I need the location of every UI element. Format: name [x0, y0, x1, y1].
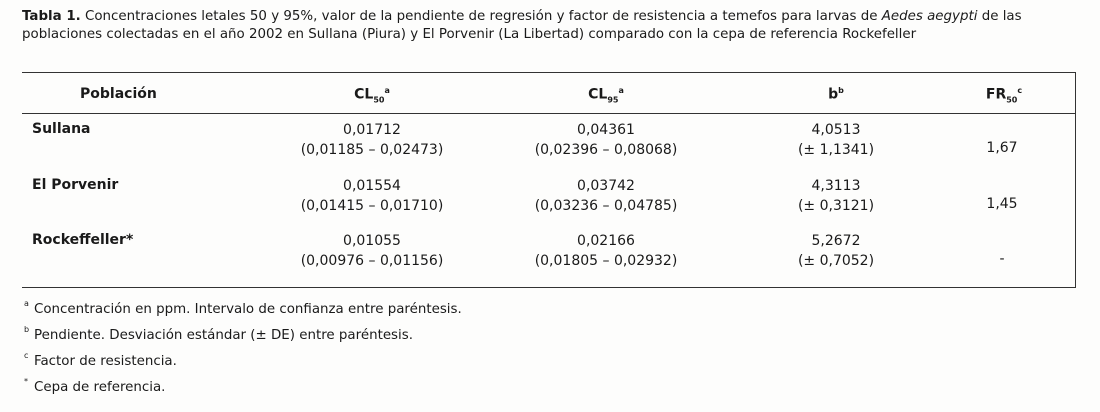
cl50-value: 0,01055 — [343, 233, 401, 249]
b-value: 4,3113 — [811, 178, 861, 194]
header-cl95-sub: 95 — [607, 95, 619, 105]
cl95-value: 0,03742 — [577, 178, 635, 194]
b-value: 4,0513 — [811, 122, 861, 138]
header-cl50-base: CL — [354, 86, 374, 103]
cell-fr50: 1,67 — [986, 140, 1018, 156]
cl95-interval: (0,02396 – 0,08068) — [534, 142, 678, 158]
header-fr50-sup: c — [1017, 86, 1023, 95]
footnote — [22, 297, 462, 323]
cl50-interval: (0,01415 – 0,01710) — [300, 198, 444, 214]
cl95-interval: (0,01805 – 0,02932) — [534, 253, 678, 269]
cl50-interval: (0,00976 – 0,01156) — [300, 253, 444, 269]
cell-cl50 — [301, 120, 444, 160]
cl95-interval: (0,03236 – 0,04785) — [534, 198, 678, 214]
b-sd: (± 0,7052) — [797, 253, 875, 269]
header-cl50 — [354, 86, 390, 104]
b-sd: (± 1,1341) — [797, 142, 875, 158]
footnote-text: Cepa de referencia. — [34, 380, 166, 395]
footnote-mark: c — [24, 351, 29, 360]
footnote-text: Pendiente. Desviación estándar (± DE) entre paréntesis. — [34, 328, 413, 343]
header-cl50-sup: a — [384, 86, 390, 95]
cl50-interval: (0,01185 – 0,02473) — [300, 142, 444, 158]
cell-cl95 — [535, 120, 678, 160]
footnote-mark: b — [24, 325, 30, 334]
header-cl50-sub: 50 — [373, 95, 385, 105]
header-divider — [22, 113, 1075, 114]
cell-b — [798, 231, 874, 271]
cell-cl95 — [535, 176, 678, 216]
caption-label: Tabla 1. — [22, 9, 81, 24]
header-cl95-sup: a — [618, 86, 624, 95]
header-fr50 — [986, 86, 1022, 104]
cell-b — [798, 176, 874, 216]
b-value: 5,2672 — [811, 233, 861, 249]
header-cl95 — [588, 86, 624, 104]
cell-fr50: 1,45 — [986, 196, 1018, 212]
footnote-text: Concentración en ppm. Intervalo de confianza entre paréntesis. — [34, 302, 462, 317]
b-sd: (± 0,3121) — [797, 198, 875, 214]
cl50-value: 0,01712 — [343, 122, 401, 138]
row-name-sullana: Sullana — [32, 121, 91, 137]
cell-cl95 — [535, 231, 678, 271]
footnote-text: Factor de resistencia. — [34, 354, 177, 369]
table-caption — [22, 8, 1072, 44]
caption-text-before: Concentraciones letales 50 y 95%, valor de la pendiente de regresión y factor de resistencia a temefos para larvas de — [80, 9, 882, 24]
header-fr50-base: FR — [985, 86, 1007, 103]
caption-text-after: de las poblaciones colectadas en el año 2002 en Sullana (Piura) y El Porvenir (La Libertad) comparado con la cepa de referencia Rockefeller — [22, 9, 1022, 42]
header-cl95-base: CL — [588, 86, 608, 103]
footnote — [22, 349, 462, 375]
footnote-mark: a — [24, 299, 29, 308]
header-poblacion: Población — [80, 86, 157, 102]
footnote — [22, 375, 462, 401]
cell-cl50 — [301, 231, 444, 271]
header-b — [828, 86, 844, 103]
footnote-mark: * — [24, 377, 28, 386]
table-footnotes — [22, 297, 462, 401]
row-name-rockeffeller: Rockeffeller* — [32, 232, 134, 248]
header-b-sup: b — [838, 86, 844, 95]
cell-fr50: - — [999, 251, 1005, 267]
cl95-value: 0,04361 — [577, 122, 635, 138]
cell-b — [798, 120, 874, 160]
caption-species: Aedes aegypti — [881, 9, 978, 24]
cell-cl50 — [301, 176, 444, 216]
header-b-base: b — [828, 86, 839, 103]
row-name-el-porvenir: El Porvenir — [32, 177, 119, 193]
cl95-value: 0,02166 — [577, 233, 635, 249]
results-table — [22, 72, 1076, 288]
cl50-value: 0,01554 — [343, 178, 401, 194]
footnote — [22, 323, 462, 349]
header-fr50-sub: 50 — [1006, 95, 1018, 105]
